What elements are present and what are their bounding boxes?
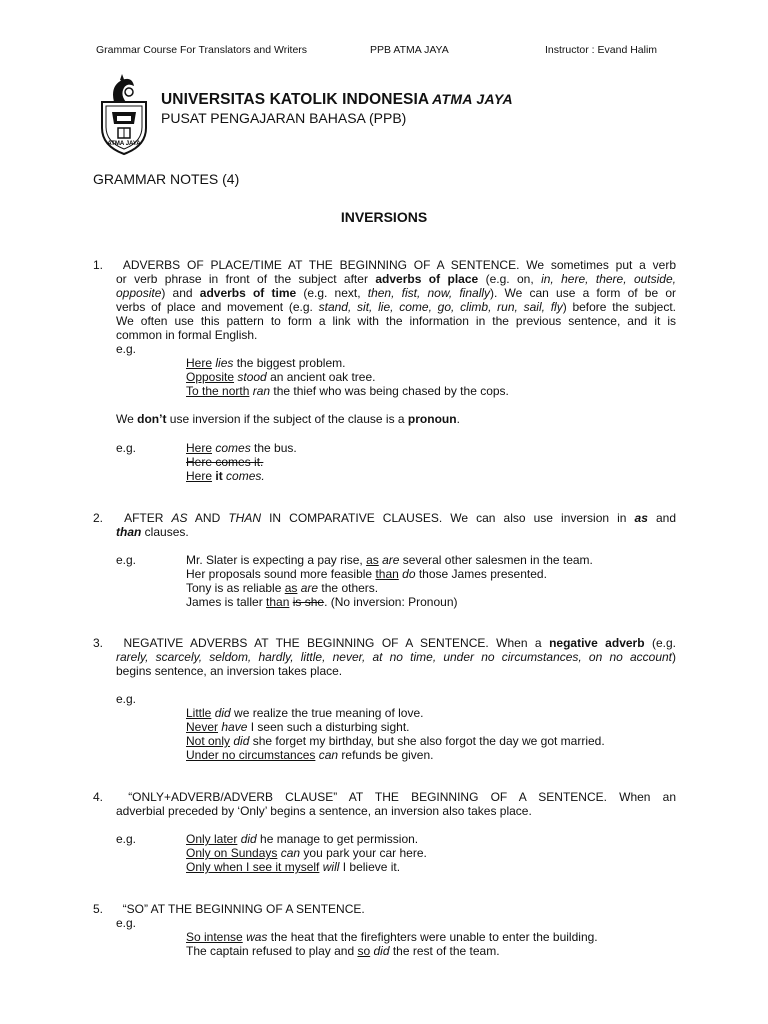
notes-heading: GRAMMAR NOTES (4)	[93, 171, 240, 187]
example-sentence: Tony is as reliable as are the others.	[186, 581, 379, 595]
eg-label: e.g.	[116, 916, 137, 930]
example-sentence: The captain refused to play and so did the rest of the team.	[186, 944, 500, 958]
paragraph-line: adverbial preceded by ‘Only’ begins a sentence, an inversion also takes place.	[116, 804, 532, 818]
example-sentence: Her proposals sound more feasible than do those James presented.	[186, 567, 547, 581]
example-sentence: So intense was the heat that the firefighters were unable to enter the building.	[186, 930, 598, 944]
example-sentence: Under no circumstances can refunds be given.	[186, 748, 434, 762]
example-sentence: To the north ran the thief who was being chased by the cops.	[186, 384, 509, 398]
eg-label: e.g.	[116, 553, 137, 567]
section-number: 1.	[93, 258, 104, 272]
paragraph-line: We often use this pattern to form a link with the information in the previous sentence, and it is	[116, 314, 676, 328]
section-number: 2.	[93, 511, 104, 525]
brand-wordmark: ATMA JAYA	[432, 91, 513, 107]
section-number: 3.	[93, 636, 104, 650]
example-sentence: Opposite stood an ancient oak tree.	[186, 370, 376, 384]
eg-label: e.g.	[116, 441, 137, 455]
section-number: 5.	[93, 902, 104, 916]
paragraph-line: ADVERBS OF PLACE/TIME AT THE BEGINNING OF A SENTENCE. We sometimes put a verb	[122, 258, 676, 272]
university-logo	[96, 72, 152, 156]
eg-label: e.g.	[116, 692, 137, 706]
paragraph-line: verbs of place and movement (e.g. stand, sit, lie, come, go, climb, run, sail, fly) before the subject.	[116, 300, 677, 314]
example-sentence-incorrect: Here comes it.	[186, 455, 264, 469]
paragraph-line: AFTER AS AND THAN IN COMPARATIVE CLAUSES. We can also use inversion in as and	[124, 511, 677, 525]
paragraph-line: or verb phrase in front of the subject after adverbs of place (e.g. on, in, here, there, outside,	[116, 272, 676, 286]
header-instructor: Instructor : Evand Halim	[545, 44, 658, 56]
example-sentence: Mr. Slater is expecting a pay rise, as are several other salesmen in the team.	[186, 553, 593, 567]
paragraph-line: than clauses.	[116, 525, 189, 539]
example-sentence: Only later did he manage to get permission.	[186, 832, 419, 846]
eg-label: e.g.	[116, 832, 137, 846]
paragraph-line: We don’t use inversion if the subject of the clause is a pronoun.	[116, 412, 460, 426]
university-center: PUSAT PENGAJARAN BAHASA (PPB)	[161, 110, 407, 126]
paragraph-line: NEGATIVE ADVERBS AT THE BEGINNING OF A SENTENCE. When a negative adverb (e.g.	[123, 636, 676, 650]
paragraph-line: common in formal English.	[116, 328, 258, 342]
example-sentence: Here comes the bus.	[186, 441, 297, 455]
example-sentence: Here it comes.	[186, 469, 265, 483]
paragraph-line: begins sentence, an inversion takes place.	[116, 664, 343, 678]
example-sentence: Never have I seen such a disturbing sight.	[186, 720, 410, 734]
page-title: INVERSIONS	[340, 209, 428, 225]
logo-ring-text: ATMA JAYA	[107, 141, 141, 147]
example-sentence: Not only did she forget my birthday, but she also forgot the day we got married.	[186, 734, 605, 748]
section-number: 4.	[93, 790, 104, 804]
paragraph-line: rarely, scarcely, seldom, hardly, little, never, at no time, under no circumstances, on no account)	[116, 650, 676, 664]
university-name: UNIVERSITAS KATOLIK INDONESIA ATMA JAYA	[161, 91, 513, 108]
eg-label: e.g.	[116, 342, 137, 356]
header-org: PPB ATMA JAYA	[370, 44, 449, 56]
example-sentence: Here lies the biggest problem.	[186, 356, 346, 370]
example-sentence: Little did we realize the true meaning of love.	[186, 706, 424, 720]
paragraph-line: opposite) and adverbs of time (e.g. next, then, fist, now, finally). We can use a form of be or	[116, 286, 677, 300]
example-sentence: Only when I see it myself will I believe it.	[186, 860, 401, 874]
example-sentence: Only on Sundays can you park your car here.	[186, 846, 427, 860]
paragraph-line: “ONLY+ADVERB/ADVERB CLAUSE” AT THE BEGINNING OF A SENTENCE. When an	[128, 790, 676, 804]
example-sentence: James is taller than is she. (No inversion: Pronoun)	[186, 595, 458, 609]
header-course: Grammar Course For Translators and Writers	[96, 44, 308, 56]
paragraph-line: “SO” AT THE BEGINNING OF A SENTENCE.	[122, 902, 365, 916]
